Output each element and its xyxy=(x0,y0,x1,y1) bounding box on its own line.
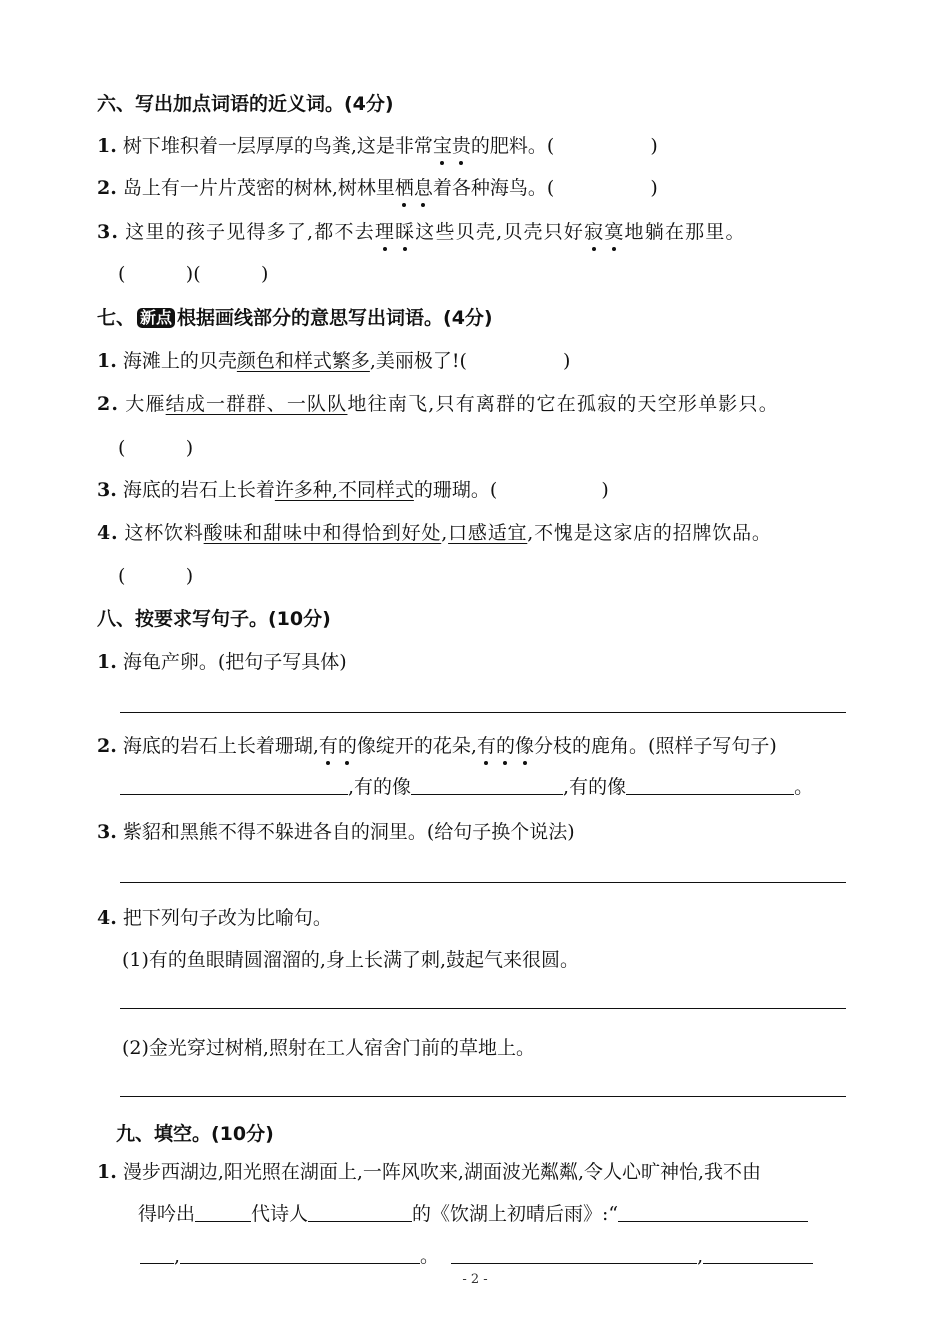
q-text: 地往南飞,只有离群的它在孤寂的天空形单影只。 xyxy=(347,393,779,415)
q-text: 这杯饮料 xyxy=(124,522,204,544)
s8-question-3 xyxy=(97,820,855,844)
q-text: 这些贝壳,贝壳只好 xyxy=(415,221,585,243)
q-text: 岛上有一片片茂密的树林,树林里 xyxy=(122,177,395,199)
dotted-word: 栖息 xyxy=(394,177,433,199)
q-text: 大雁 xyxy=(125,393,166,415)
underlined-phrase: 酸味和甜味中和得恰到好处 xyxy=(203,522,442,544)
s9-q1-line-3 xyxy=(140,1244,855,1268)
underlined-phrase: 许多种,不同样式 xyxy=(274,479,414,501)
q-text: 代诗人 xyxy=(251,1203,309,1225)
q-text: 海底的岩石上长着 xyxy=(122,479,275,501)
dotted-word: 有的像 xyxy=(476,735,535,757)
q-text: 得吟出 xyxy=(138,1203,196,1225)
page-number: - 2 - xyxy=(462,1272,488,1287)
fill-blank[interactable] xyxy=(626,776,794,795)
q-number: 4. xyxy=(97,522,119,544)
answer-line[interactable] xyxy=(120,1008,846,1009)
s8-question-1 xyxy=(97,650,855,674)
q-text: 紫貂和黑熊不得不躲进各自的洞里。(给句子换个说法) xyxy=(122,821,575,843)
section-6-title: 六、写出加点词语的近义词。(4分) xyxy=(97,93,394,115)
section-7-title xyxy=(97,306,855,330)
q-text: ,美丽极了!( xyxy=(369,350,467,372)
underlined-phrase: 颜色和样式繁多 xyxy=(236,350,370,372)
answer-blanks[interactable]: ( ) xyxy=(118,437,194,459)
s9-question-1 xyxy=(97,1160,855,1184)
q-text: 。 xyxy=(420,1245,440,1267)
underlined-phrase: 结成一群群、一队队 xyxy=(165,393,348,415)
q-number: 3. xyxy=(97,821,117,843)
fill-blank-poem[interactable] xyxy=(703,1245,813,1264)
q-text: 像绽开的花朵, xyxy=(356,735,477,757)
q-number: 4. xyxy=(97,907,117,929)
s7-question-2 xyxy=(97,392,855,416)
fill-blank-poem[interactable] xyxy=(451,1245,697,1264)
q-text: 的肥料。( xyxy=(470,135,555,157)
q-number: 1. xyxy=(97,1161,117,1183)
s6-question-1 xyxy=(97,134,855,158)
q-text: 海龟产卵。(把句子写具体) xyxy=(122,651,347,673)
section-9-title: 九、填空。(10分) xyxy=(116,1123,274,1145)
q-text: 着各种海鸟。( xyxy=(432,177,555,199)
q-text: 分枝的鹿角。(照样子写句子) xyxy=(534,735,777,757)
s6-question-3 xyxy=(97,220,855,244)
underlined-phrase: 口感适宜 xyxy=(448,522,528,544)
s7-question-1 xyxy=(97,349,855,373)
q-text: 的《饮湖上初晴后雨》:“ xyxy=(412,1203,619,1225)
answer-line[interactable] xyxy=(120,1096,846,1097)
s8-question-2 xyxy=(97,734,855,758)
q-number: 2. xyxy=(97,393,120,415)
q-text: 把下列句子改为比喻句。 xyxy=(122,907,332,929)
paren-close: ) xyxy=(562,350,571,372)
s8-q2-fill-line xyxy=(120,775,855,799)
answer-blanks[interactable]: ( ) xyxy=(118,565,194,587)
dotted-word: 宝贵 xyxy=(432,135,471,157)
dotted-word: 理睬 xyxy=(374,221,416,243)
q-text: 海底的岩石上长着珊瑚, xyxy=(122,735,319,757)
s8-q4-sub-1: (1)有的鱼眼睛圆溜溜的,身上长满了刺,鼓起气来很圆。 xyxy=(122,949,579,971)
q-number: 1. xyxy=(97,651,117,673)
dotted-word: 有的 xyxy=(318,735,357,757)
q-text: 的珊瑚。( xyxy=(413,479,498,501)
fill-blank-poet[interactable] xyxy=(308,1203,412,1222)
fill-blank[interactable] xyxy=(120,776,348,795)
section-instruction: 根据画线部分的意思写出词语。(4分) xyxy=(177,307,493,329)
fill-blank[interactable] xyxy=(411,776,563,795)
answer-line[interactable] xyxy=(120,712,846,713)
q-text: 海滩上的贝壳 xyxy=(122,350,237,372)
q-text: ,有的像 xyxy=(563,776,627,798)
new-point-badge: 新点 xyxy=(137,308,175,328)
fill-blank-poem[interactable] xyxy=(618,1203,808,1222)
q-number: 1. xyxy=(97,350,117,372)
answer-blanks[interactable]: ( )( ) xyxy=(118,263,269,285)
fill-blank-dynasty[interactable] xyxy=(195,1203,251,1222)
paren-close: ) xyxy=(601,479,609,501)
q-text: 漫步西湖边,阳光照在湖面上,一阵风吹来,湖面波光粼粼,令人心旷神怡,我不由 xyxy=(122,1161,762,1183)
fill-blank-poem[interactable] xyxy=(140,1245,174,1264)
answer-line[interactable] xyxy=(120,882,846,883)
q-text: , xyxy=(697,1245,704,1267)
q-text: ,不愧是这家店的招牌饮品。 xyxy=(527,522,772,544)
q-text: 地躺在那里。 xyxy=(624,221,746,243)
q-text: 。 xyxy=(794,776,814,798)
paren-close: ) xyxy=(650,177,658,199)
q-text: , xyxy=(174,1245,181,1267)
q-text: ,有的像 xyxy=(348,776,412,798)
dotted-word: 寂寞 xyxy=(584,221,625,243)
s8-q4-sub-2: (2)金光穿过树梢,照射在工人宿舍门前的草地上。 xyxy=(122,1037,535,1059)
s6-question-2 xyxy=(97,176,855,200)
fill-blank-poem[interactable] xyxy=(180,1245,420,1264)
section-number: 七、 xyxy=(97,307,136,329)
q-text: 这里的孩子见得多了,都不去 xyxy=(125,221,375,243)
s8-question-4 xyxy=(97,906,855,930)
q-number: 1. xyxy=(97,135,117,157)
q-text: , xyxy=(441,522,449,544)
q-number: 2. xyxy=(97,177,117,199)
q-text: 树下堆积着一层厚厚的鸟粪,这是非常 xyxy=(122,135,433,157)
q-number: 3. xyxy=(97,221,120,243)
paren-close: ) xyxy=(650,135,658,157)
q-number: 3. xyxy=(97,479,117,501)
q-number: 2. xyxy=(97,735,117,757)
s7-question-4 xyxy=(97,521,855,545)
section-8-title: 八、按要求写句子。(10分) xyxy=(97,608,331,630)
s7-question-3 xyxy=(97,478,855,502)
s9-q1-line-2 xyxy=(138,1202,855,1226)
